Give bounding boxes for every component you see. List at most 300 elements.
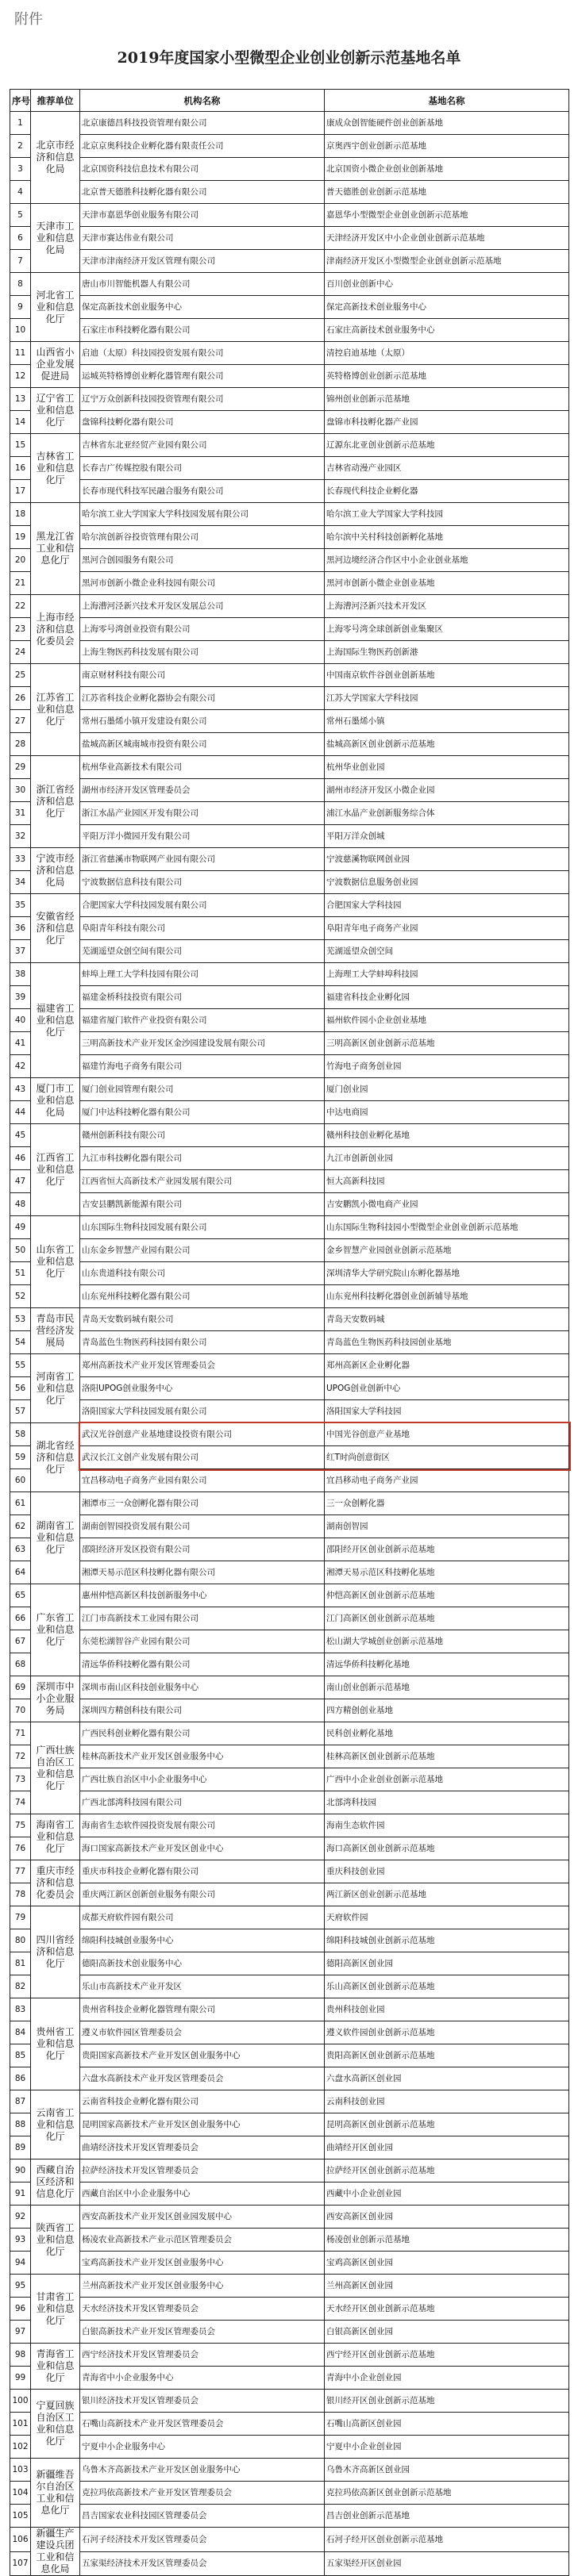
base-name: 盐城高新区创业创新示范基地: [325, 733, 569, 756]
row-number: 105: [10, 2505, 31, 2528]
table-row: [10, 1331, 569, 1354]
organization-name: 哈尔滨创新谷投资管理有限公司: [80, 526, 325, 549]
row-number: 15: [10, 434, 31, 457]
row-number: 100: [10, 2390, 31, 2413]
row-number: 35: [10, 894, 31, 917]
organization-name: 桂林高新技术产业开发区创业服务中心: [80, 1745, 325, 1768]
recommending-unit: 上海市经济和信息化委员会: [31, 595, 80, 664]
base-name: 天水经开区创业创新示范基地: [325, 2298, 569, 2321]
organization-name: 赣州创新科技有限公司: [80, 1124, 325, 1147]
table-row: [10, 480, 569, 503]
base-name: 天津经济开发区中小企业创业创新示范基地: [325, 227, 569, 250]
table-row: [10, 526, 569, 549]
table-row: [10, 1653, 569, 1676]
base-name: 九江市创新创业园: [325, 1147, 569, 1170]
recommending-unit: 青岛市民营经济发展局: [31, 1308, 80, 1354]
base-name: 山东兖州科技孵化器创业创新辅导基地: [325, 1285, 569, 1308]
row-number: 53: [10, 1308, 31, 1331]
base-name: 保定高新技术创业服务中心: [325, 296, 569, 319]
base-name: 湘潭天易示范区科技孵化基地: [325, 1561, 569, 1584]
row-number: 92: [10, 2206, 31, 2229]
base-name: 吉林省动漫产业园区: [325, 457, 569, 480]
organization-name: 湘潭市三一众创孵化器有限公司: [80, 1492, 325, 1515]
column-header: 推荐单位: [31, 90, 80, 112]
organization-name: 蚌埠上理工大学科技园有限公司: [80, 963, 325, 986]
row-number: 103: [10, 2459, 31, 2482]
organization-name: 盐城高新区城南城市投资有限公司: [80, 733, 325, 756]
organization-name: 江苏省科技企业孵化器协会有限公司: [80, 687, 325, 710]
base-name: 上海理工大学蚌埠科技园: [325, 963, 569, 986]
table-row: [10, 1722, 569, 1745]
row-number: 20: [10, 549, 31, 572]
row-number: 93: [10, 2229, 31, 2252]
recommending-unit: 广西壮族自治区工业和信息化厅: [31, 1722, 80, 1814]
row-number: 86: [10, 2067, 31, 2090]
organization-name: 青岛蓝色生物医药科技园有限公司: [80, 1331, 325, 1354]
row-number: 91: [10, 2182, 31, 2206]
base-name: 贵州科技创业园: [325, 1998, 569, 2021]
base-name: 五家渠经开区创业园: [325, 2551, 569, 2576]
table-row: [10, 181, 569, 204]
organization-name: 杨凌农业高新技术产业示范区管理委员会: [80, 2229, 325, 2252]
organization-name: 北京国资科技信息技术有限公司: [80, 158, 325, 181]
row-number: 68: [10, 1653, 31, 1676]
base-name: 昌吉创业创新示范基地: [325, 2505, 569, 2528]
table-row: [10, 2298, 569, 2321]
row-number: 63: [10, 1538, 31, 1561]
base-name: 常州石墨烯小镇: [325, 710, 569, 733]
recommending-unit: 陕西省工业和信息化厅: [31, 2206, 80, 2275]
organization-name: 黑河市创新小微企业科技园有限公司: [80, 572, 325, 595]
table-row: [10, 227, 569, 250]
organization-name: 北京普天德胜科技孵化器有限公司: [80, 181, 325, 204]
organization-name: 宁波数据信息科技有限公司: [80, 871, 325, 894]
organization-name: 昆明国家高新技术产业开发区创业服务中心: [80, 2113, 325, 2136]
base-name: 杨凌创业创新示范基地: [325, 2229, 569, 2252]
base-name: 西藏中小企业创业园: [325, 2182, 569, 2206]
organization-name: 重庆两江新区创新创业服务有限公司: [80, 1883, 325, 1906]
organization-name: 运城英特格博创业孵化器管理有限公司: [80, 365, 325, 388]
recommending-unit: 西藏自治区经济和信息化厅: [31, 2159, 80, 2206]
organization-name: 启迪（太原）科技园投资发展有限公司: [80, 342, 325, 365]
organization-name: 常州石墨烯小镇开发建设有限公司: [80, 710, 325, 733]
base-name: 上海零号湾全球创新创业集聚区: [325, 618, 569, 641]
organization-name: 北京康德昌科技投资管理有限公司: [80, 112, 325, 135]
row-number: 16: [10, 457, 31, 480]
organization-name: 江门市高新技术工业园有限公司: [80, 1607, 325, 1630]
recommending-unit: 江西省工业和信息化厅: [31, 1124, 80, 1216]
base-name: 三一众创孵化器: [325, 1492, 569, 1515]
organization-name: 洛阳UPOG创业服务中心: [80, 1377, 325, 1400]
recommending-unit: 浙江省经济和信息化厅: [31, 756, 80, 848]
row-number: 17: [10, 480, 31, 503]
organization-name: 黑河合创园服务有限公司: [80, 549, 325, 572]
base-name: 深圳清华大学研究院山东孵化器基地: [325, 1262, 569, 1285]
row-number: 90: [10, 2159, 31, 2182]
organization-name: 石嘴山高新技术产业开发区管理委员会: [80, 2413, 325, 2436]
organization-name: 石河子经济技术开发区管理委员会: [80, 2528, 325, 2552]
organization-name: 成都天府软件园有限公司: [80, 1906, 325, 1929]
base-name: 宝鸡高新区创业园: [325, 2252, 569, 2275]
organization-name: 江西省恒大高新技术产业园发展有限公司: [80, 1170, 325, 1193]
table-row: [10, 503, 569, 526]
base-name: 四方精创创业基地: [325, 1699, 569, 1722]
organization-name: 宝鸡高新技术产业开发区创业服务中心: [80, 2252, 325, 2275]
base-name: 合肥国家大学科技园: [325, 894, 569, 917]
base-name: 北部湾科技园: [325, 1791, 569, 1814]
row-number: 38: [10, 963, 31, 986]
row-number: 3: [10, 158, 31, 181]
row-number: 89: [10, 2136, 31, 2159]
base-name: 北京国资小微企业创业创新基地: [325, 158, 569, 181]
base-name: 海南生态软件园: [325, 1814, 569, 1837]
row-number: 82: [10, 1975, 31, 1998]
row-number: 72: [10, 1745, 31, 1768]
table-row: [10, 710, 569, 733]
row-number: 73: [10, 1768, 31, 1791]
recommending-unit: 山东省工业和信息化厅: [31, 1216, 80, 1308]
row-number: 29: [10, 756, 31, 779]
row-number: 57: [10, 1400, 31, 1423]
table-row: [10, 1952, 569, 1975]
organization-name: 辽宁万众创新科技园投资管理有限公司: [80, 388, 325, 411]
base-name: 芜湖遥望众创空间: [325, 940, 569, 963]
base-name: 白银高新区创业园: [325, 2321, 569, 2344]
row-number: 88: [10, 2113, 31, 2136]
organization-name: 长春市现代科技军民融合服务有限公司: [80, 480, 325, 503]
base-name: 上海国际生物医药创新港: [325, 641, 569, 664]
base-name: 清远华侨科技孵化基地: [325, 1653, 569, 1676]
recommending-unit: 海南省工业和信息化厅: [31, 1814, 80, 1860]
table-row: [10, 1929, 569, 1952]
organization-name: 清远华侨科技孵化器有限公司: [80, 1653, 325, 1676]
column-header: 基地名称: [325, 90, 569, 112]
recommending-unit: 安徽省经济和信息化厅: [31, 894, 80, 963]
organization-name: 拉萨经济技术开发区管理委员会: [80, 2159, 325, 2182]
row-number: 54: [10, 1331, 31, 1354]
row-number: 80: [10, 1929, 31, 1952]
organization-name: 平阳万洋小微园开发有限公司: [80, 825, 325, 848]
table-row: [10, 2021, 569, 2044]
row-number: 55: [10, 1354, 31, 1377]
base-name: 银川经开区创业创新示范基地: [325, 2390, 569, 2413]
table-row: [10, 986, 569, 1009]
organization-name: 武汉光谷创意产业基地建设投资有限公司: [80, 1423, 325, 1446]
row-number: 8: [10, 273, 31, 296]
table-row: [10, 1101, 569, 1124]
organization-name: 上海漕河泾新兴技术开发区发展总公司: [80, 595, 325, 618]
base-name: 西安高新区创业园: [325, 2206, 569, 2229]
table-row: [10, 756, 569, 779]
table-row: [10, 457, 569, 480]
organization-name: 石家庄市科技孵化器有限公司: [80, 319, 325, 342]
table-row: [10, 1860, 569, 1883]
row-number: 56: [10, 1377, 31, 1400]
organization-name: 天津市赛达伟业有限公司: [80, 227, 325, 250]
organization-name: 克拉玛依高新技术产业开发区管理委员会: [80, 2482, 325, 2505]
organization-name: 宁夏中小企业服务中心: [80, 2436, 325, 2459]
base-name: 厦门创业园: [325, 1078, 569, 1101]
row-number: 98: [10, 2344, 31, 2367]
base-name: 山东国际生物科技园小型微型企业创业创新示范基地: [325, 1216, 569, 1239]
table-row: [10, 2113, 569, 2136]
row-number: 70: [10, 1699, 31, 1722]
organization-name: 福建金桥科技投资有限公司: [80, 986, 325, 1009]
table-row: [10, 1561, 569, 1584]
recommending-unit: 贵州省工业和信息化厅: [31, 1998, 80, 2090]
row-number: 41: [10, 1032, 31, 1055]
base-name: 洛阳国家大学科技园: [325, 1400, 569, 1423]
row-number: 78: [10, 1883, 31, 1906]
organization-name: 西宁经济技术开发区管理委员会: [80, 2344, 325, 2367]
row-number: 19: [10, 526, 31, 549]
recommending-unit: 厦门市工业和信息化局: [31, 1078, 80, 1124]
table-row: [10, 549, 569, 572]
row-number: 59: [10, 1446, 31, 1469]
row-number: 85: [10, 2044, 31, 2067]
row-number: 27: [10, 710, 31, 733]
base-name: 红T时尚创意街区: [325, 1446, 569, 1469]
recommending-unit: 吉林省工业和信息化厅: [31, 434, 80, 503]
row-number: 9: [10, 296, 31, 319]
organization-name: 哈尔滨工业大学国家大学科技园发展有限公司: [80, 503, 325, 526]
base-name: 吉安鹏凯小微电商产业园: [325, 1193, 569, 1216]
organization-name: 上海生物医药科技发展有限公司: [80, 641, 325, 664]
row-number: 79: [10, 1906, 31, 1929]
recommending-unit: 湖南省工业和信息化厅: [31, 1492, 80, 1584]
row-number: 12: [10, 365, 31, 388]
recommending-unit: 河北省工业和信息化厅: [31, 273, 80, 342]
recommending-unit: 宁夏回族自治区工业和信息化厅: [31, 2390, 80, 2459]
base-name: 石家庄高新技术创业服务中心: [325, 319, 569, 342]
base-name: 昆明高新区创业创新示范基地: [325, 2113, 569, 2136]
row-number: 49: [10, 1216, 31, 1239]
row-number: 24: [10, 641, 31, 664]
recommending-unit: 重庆市经济和信息化委员会: [31, 1860, 80, 1906]
table-row: [10, 1676, 569, 1699]
base-name: 桂林高新区创业创新示范基地: [325, 1745, 569, 1768]
row-number: 52: [10, 1285, 31, 1308]
column-header: 序号: [10, 90, 31, 112]
table-row: [10, 802, 569, 825]
organization-name: 西安高新技术产业开发区创业园发展中心: [80, 2206, 325, 2229]
organization-name: 乐山市高新技术产业开发区: [80, 1975, 325, 1998]
row-number: 66: [10, 1607, 31, 1630]
table-row: [10, 135, 569, 158]
row-number: 37: [10, 940, 31, 963]
table-row: [10, 250, 569, 273]
row-number: 76: [10, 1837, 31, 1860]
base-name: 福州软件园小企业创业基地: [325, 1009, 569, 1032]
table-row: [10, 2229, 569, 2252]
table-row: [10, 112, 569, 135]
table-row: [10, 2390, 569, 2413]
base-name: 绵阳科技城创业创新示范基地: [325, 1929, 569, 1952]
row-number: 71: [10, 1722, 31, 1745]
row-number: 1: [10, 112, 31, 135]
base-name: 宜昌移动电子商务产业园: [325, 1469, 569, 1492]
organization-name: 南京财材科技有限公司: [80, 664, 325, 687]
organization-name: 遵义市软件园区管理委员会: [80, 2021, 325, 2044]
table-row: [10, 1308, 569, 1331]
table-row: [10, 2321, 569, 2344]
recommending-unit: 新疆维吾尔自治区工业和信息化厅: [31, 2459, 80, 2528]
recommending-unit: 甘肃省工业和信息化厅: [31, 2275, 80, 2344]
base-name: 海口高新区创业创新示范基地: [325, 1837, 569, 1860]
base-name: 哈尔滨工业大学国家大学科技园: [325, 503, 569, 526]
organization-name: 邵阳经济开发区投资有限公司: [80, 1538, 325, 1561]
row-number: 25: [10, 664, 31, 687]
row-number: 77: [10, 1860, 31, 1883]
base-name: UPOG创业创新中心: [325, 1377, 569, 1400]
row-number: 58: [10, 1423, 31, 1446]
recommending-unit: 河南省工业和信息化厅: [31, 1354, 80, 1423]
row-number: 48: [10, 1193, 31, 1216]
base-name: 南山创业创新示范基地: [325, 1676, 569, 1699]
row-number: 14: [10, 411, 31, 434]
organization-name: 青岛天安数码城有限公司: [80, 1308, 325, 1331]
organization-name: 海口国家高新技术产业开发区创业中心: [80, 1837, 325, 1860]
table-row: [10, 434, 569, 457]
table-row: [10, 1446, 569, 1469]
base-name: 竹海电子商务创业园: [325, 1055, 569, 1078]
organization-name: 上海零号湾创业投资有限公司: [80, 618, 325, 641]
row-number: 67: [10, 1630, 31, 1653]
organization-name: 芜湖遥望众创空间有限公司: [80, 940, 325, 963]
base-name: 石河子经开区创业创新示范基地: [325, 2528, 569, 2552]
base-name: 郑州高新区企业孵化器: [325, 1354, 569, 1377]
base-name: 黑河市创新小微企业创业基地: [325, 572, 569, 595]
row-number: 21: [10, 572, 31, 595]
table-row: [10, 1423, 569, 1446]
table-row: [10, 2436, 569, 2459]
table-row: [10, 2136, 569, 2159]
organization-name: 云南省科技企业孵化器有限公司: [80, 2090, 325, 2113]
table-row: [10, 204, 569, 227]
table-row: [10, 1400, 569, 1423]
row-number: 46: [10, 1147, 31, 1170]
table-row: [10, 2413, 569, 2436]
base-name: 哈尔滨中关村科技创新孵化基地: [325, 526, 569, 549]
organization-name: 湖南创智园投资发展有限公司: [80, 1515, 325, 1538]
organization-name: 六盘水高新技术产业开发区管理委员会: [80, 2067, 325, 2090]
row-number: 64: [10, 1561, 31, 1584]
base-list-table: [10, 89, 569, 2576]
row-number: 84: [10, 2021, 31, 2044]
recommending-unit: 辽宁省工业和信息化厅: [31, 388, 80, 434]
organization-name: 山东国际生物科技园发展有限公司: [80, 1216, 325, 1239]
row-number: 104: [10, 2482, 31, 2505]
table-row: [10, 1285, 569, 1308]
base-name: 康成众创智能硬件创业创新基地: [325, 112, 569, 135]
table-row: [10, 664, 569, 687]
recommending-unit: 宁波市经济和信息化局: [31, 848, 80, 894]
table-row: [10, 894, 569, 917]
base-name: 两江新区创业创新示范基地: [325, 1883, 569, 1906]
base-name: 贵阳高新区创业创新示范基地: [325, 2044, 569, 2067]
organization-name: 厦门中达科技孵化器有限公司: [80, 1101, 325, 1124]
table-row: [10, 1239, 569, 1262]
organization-name: 湖州市经济开发区管理委员会: [80, 779, 325, 802]
organization-name: 天津市嘉恩华创业服务有限公司: [80, 204, 325, 227]
table-row: [10, 1469, 569, 1492]
table-row: [10, 641, 569, 664]
row-number: 99: [10, 2367, 31, 2390]
row-number: 39: [10, 986, 31, 1009]
table-row: [10, 2067, 569, 2090]
table-row: [10, 779, 569, 802]
base-name: 宁波数据信息服务创业园: [325, 871, 569, 894]
row-number: 43: [10, 1078, 31, 1101]
row-number: 13: [10, 388, 31, 411]
table-row: [10, 388, 569, 411]
table-row: [10, 848, 569, 871]
base-name: 杭州华业创业园: [325, 756, 569, 779]
table-row: [10, 1170, 569, 1193]
table-row: [10, 1078, 569, 1101]
organization-name: 西藏自治区中小企业服务中心: [80, 2182, 325, 2206]
organization-name: 贵州省科技企业孵化器管理有限公司: [80, 1998, 325, 2021]
table-row: [10, 618, 569, 641]
table-row: [10, 1492, 569, 1515]
base-name: 三明高新区创业创新示范基地: [325, 1032, 569, 1055]
organization-name: 三明高新技术产业开发区金沙园建设发展有限公司: [80, 1032, 325, 1055]
organization-name: 白银高新技术产业开发区管理委员会: [80, 2321, 325, 2344]
table-row: [10, 1584, 569, 1607]
organization-name: 唐山市川智能机器人有限公司: [80, 273, 325, 296]
table-row: [10, 1377, 569, 1400]
row-number: 69: [10, 1676, 31, 1699]
base-name: 恒大高新科技园: [325, 1170, 569, 1193]
table-row: [10, 1147, 569, 1170]
organization-name: 绵阳科技城创业服务中心: [80, 1929, 325, 1952]
table-row: [10, 2206, 569, 2229]
table-row: [10, 1699, 569, 1722]
row-number: 83: [10, 1998, 31, 2021]
organization-name: 保定高新技术创业服务中心: [80, 296, 325, 319]
table-row: [10, 1906, 569, 1929]
organization-name: 厦门创业园管理有限公司: [80, 1078, 325, 1101]
table-row: [10, 2275, 569, 2298]
recommending-unit: 黑龙江省工业和信息化厅: [31, 503, 80, 595]
base-name: 拉萨经开区创业创新示范基地: [325, 2159, 569, 2182]
table-row: [10, 1354, 569, 1377]
base-name: 乐山高新区创业创新示范基地: [325, 1975, 569, 1998]
table-row: [10, 1630, 569, 1653]
table-row: [10, 1538, 569, 1561]
recommending-unit: 天津市工业和信息化局: [31, 204, 80, 273]
row-number: 40: [10, 1009, 31, 1032]
table-row: [10, 733, 569, 756]
recommending-unit: 山西省小企业发展促进局: [31, 342, 80, 388]
recommending-unit: 新疆生产建设兵团工业和信息化局: [31, 2528, 80, 2576]
row-number: 96: [10, 2298, 31, 2321]
row-number: 102: [10, 2436, 31, 2459]
table-row: [10, 2482, 569, 2505]
organization-name: 洛阳国家大学科技园发展有限公司: [80, 1400, 325, 1423]
base-name: 百川创业创新中心: [325, 273, 569, 296]
base-name: 湖南创智园: [325, 1515, 569, 1538]
base-name: 民科创业孵化基地: [325, 1722, 569, 1745]
row-number: 107: [10, 2551, 31, 2576]
organization-name: 福建竹海电子商务有限公司: [80, 1055, 325, 1078]
base-name: 福建省科技企业孵化园: [325, 986, 569, 1009]
table-row: [10, 1607, 569, 1630]
organization-name: 青海省中小企业服务中心: [80, 2367, 325, 2390]
table-row: [10, 1975, 569, 1998]
row-number: 101: [10, 2413, 31, 2436]
table-row: [10, 2528, 569, 2552]
